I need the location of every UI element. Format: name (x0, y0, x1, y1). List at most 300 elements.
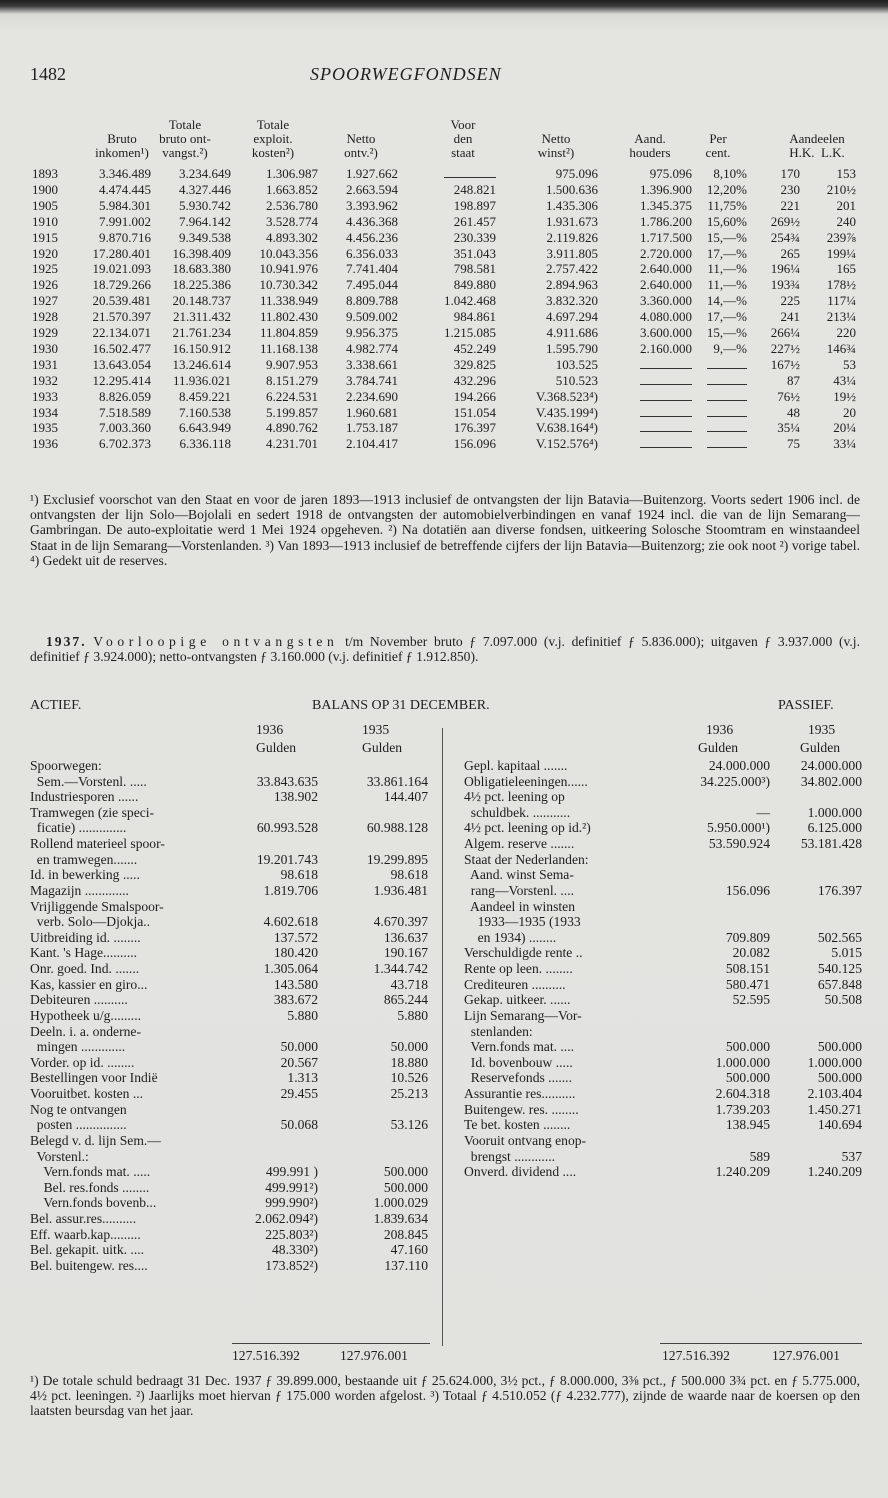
table-cell: 3.234.649 (179, 166, 231, 181)
left-item-label: Vern.fonds mat. ..... (30, 1164, 151, 1180)
table-cell: 351.043 (453, 245, 496, 261)
table-cell: 4.080.000 (640, 309, 692, 325)
left-item-value-1935: 208.845 (383, 1226, 428, 1242)
table-cell: 9.870.716 (99, 229, 151, 245)
right-item-value-1936: — (756, 804, 770, 820)
row-year: 1900 (32, 181, 58, 197)
table-cell: 11,—% (707, 261, 747, 277)
right-item-label: Obligatieleeningen...... (464, 773, 588, 789)
table-cell: V.638.164⁴) (535, 420, 598, 436)
left-item-label: Rollend materieel spoor- (30, 836, 165, 852)
table-cell: 18.225.386 (172, 277, 231, 293)
table-cell: 510.523 (555, 372, 598, 388)
table-row (0, 373, 888, 388)
table-cell: 16.502.477 (92, 340, 151, 356)
left-item-value-1935: 137.110 (384, 1257, 428, 1273)
table-cell: 20¼ (833, 420, 856, 436)
table-cell: 196¼ (770, 261, 800, 277)
right-item-value-1936: 1.240.209 (715, 1164, 770, 1180)
table-cell: 20 (843, 404, 856, 420)
table-cell: 7.741.404 (346, 261, 398, 277)
right-total-1935: 127.976.001 (772, 1348, 840, 1363)
table-cell: 239⅞ (826, 229, 856, 245)
left-item-value-1936: 499.991²) (265, 1179, 318, 1195)
table-cell: 33¼ (833, 436, 856, 452)
right-item-value-1935: 540.125 (817, 961, 862, 977)
left-unit-1935: Gulden (362, 740, 403, 755)
table-cell (707, 373, 747, 389)
left-item-value-1936: 225.803²) (265, 1226, 318, 1242)
right-item-value-1935: 2.103.404 (807, 1086, 862, 1102)
left-item-label: posten ............... (30, 1117, 127, 1133)
right-year-1936: 1936 (706, 722, 734, 737)
row-year: 1934 (32, 404, 58, 420)
table-cell: 4.982.774 (346, 340, 398, 356)
table-row (0, 420, 888, 435)
left-item-label: Uitbreiding id. ........ (30, 929, 141, 945)
column-header: Bruto inkomen¹) (95, 131, 149, 160)
table-cell: 151.054 (453, 404, 496, 420)
table-row (0, 277, 888, 292)
table-cell: 11,—% (707, 277, 747, 293)
table-cell: 43¼ (833, 372, 856, 388)
right-item-value-1936: 580.471 (725, 976, 770, 992)
right-item-value-1935: 537 (841, 1148, 862, 1164)
left-item-value-1936: 173.852²) (265, 1257, 318, 1273)
table-cell: 7.518.589 (99, 404, 151, 420)
table-row (0, 405, 888, 420)
table-cell (640, 420, 692, 436)
table-cell: 21.570.397 (92, 309, 151, 325)
left-total-1935: 127.976.001 (340, 1348, 408, 1363)
left-item-label: Debiteuren .......... (30, 992, 128, 1008)
table-cell: 7.964.142 (179, 213, 231, 229)
right-item-value-1936: 53.590.924 (708, 836, 770, 852)
table-cell: 220 (836, 325, 856, 340)
left-item-label: Belegd v. d. lijn Sem.— (30, 1132, 161, 1148)
table-row (0, 309, 888, 324)
right-item-value-1936: 52.595 (732, 992, 770, 1008)
table-cell: 48 (787, 404, 800, 420)
left-item-value-1935: 53.126 (390, 1117, 428, 1133)
left-item-value-1936: 98.618 (280, 867, 318, 883)
table-cell: 193¾ (770, 277, 800, 293)
left-item-value-1935: 98.618 (390, 867, 428, 883)
left-item-label: Sem.—Vorstenl. ..... (30, 773, 147, 789)
left-item-label: Spoorwegen: (30, 758, 102, 773)
table-cell: 7.003.360 (99, 420, 151, 436)
table-cell: 18.729.266 (92, 277, 151, 293)
table-cell: 8.826.059 (99, 388, 151, 404)
table-cell: 2.104.417 (346, 436, 398, 452)
table-cell: 76½ (777, 388, 800, 404)
row-year: 1910 (32, 213, 58, 229)
left-item-value-1935: 18.880 (390, 1054, 428, 1070)
paragraph-lead: Voorloopige ontvangsten (93, 634, 339, 649)
left-item-label: verb. Solo—Djokja.. (30, 914, 151, 930)
table-cell: 4.890.762 (266, 420, 318, 436)
right-item-value-1936: 589 (749, 1148, 770, 1164)
footnote-table: ¹) Exclusief voorschot van den Staat en voor de jaren 1893—1913 inclusief de ontvangsten der lijn Batavia—Buitenzorg. Voorts sedert 1906 incl. de ontvangsten der lijn Solo—Bojolali en sedert 1918 de ontvangsten der automobielverbindingen en vanaf 1924 incl. die van de lijn Semarang—Gambringan. De auto-exploitatie werd 1 Mei 1924 opgeheven. ²) Na dotatiën aan diverse fondsen, uitkeering Solosche Stoomtram en winstaandeel Staat in de lijn Semarang—Vorstenlanden. ³) Van 1893—1913 inclusief de betreffende cijfers der lijn Batavia—Buitenzorg; zie ook noot ²) vorige tabel. ⁴) Gedekt uit de reserves. (30, 492, 860, 568)
right-item-label: Assurantie res.......... (464, 1086, 576, 1102)
table-row (0, 214, 888, 229)
left-item-value-1936: 1.313 (287, 1070, 318, 1086)
table-cell: 10.730.342 (259, 277, 318, 293)
table-cell: 199¼ (826, 245, 856, 261)
table-cell: 11.804.859 (259, 325, 318, 340)
table-cell: 17,—% (706, 309, 747, 325)
table-row (0, 166, 888, 181)
left-item-value-1936: 48.330²) (272, 1242, 318, 1258)
left-item-value-1935: 19.299.895 (366, 851, 428, 867)
row-year: 1932 (32, 372, 58, 388)
table-cell: 2.234.690 (346, 388, 398, 404)
table-cell (640, 373, 692, 389)
right-year-1935: 1935 (808, 722, 836, 737)
row-year: 1933 (32, 388, 58, 404)
left-item-value-1936: 50.068 (280, 1117, 318, 1133)
passief-label: PASSIEF. (778, 698, 834, 713)
left-item-label: Kas, kassier en giro... (30, 976, 148, 992)
table-cell: 21.311.432 (172, 309, 231, 325)
table-cell: 1.042.468 (444, 293, 496, 309)
table-row (0, 325, 888, 340)
right-item-label: Buitengew. res. ........ (464, 1101, 579, 1117)
table-cell: 19.021.093 (92, 261, 151, 277)
table-cell: 2.119.826 (546, 229, 598, 245)
table-cell: 9.956.375 (346, 325, 398, 340)
column-header: Aand. houders (629, 131, 671, 160)
table-cell: 9,—% (713, 340, 747, 356)
table-cell: 230 (780, 181, 800, 197)
left-item-value-1935: 10.526 (390, 1070, 428, 1086)
row-year: 1926 (32, 277, 58, 293)
table-row (0, 341, 888, 356)
table-cell: 14,—% (706, 293, 747, 309)
table-row (0, 261, 888, 276)
left-item-label: Bel. res.fonds ........ (30, 1179, 150, 1195)
table-cell: 3.346.489 (99, 166, 151, 181)
table-cell: 156.096 (453, 436, 496, 452)
table-cell: 11.338.949 (259, 293, 318, 309)
left-item-label: Hypotheek u/g......... (30, 1007, 142, 1023)
table-cell: 329.825 (453, 356, 496, 372)
table-cell: 6.356.033 (346, 245, 398, 261)
right-item-value-1936: 709.809 (725, 929, 770, 945)
table-cell: 3.784.741 (346, 372, 398, 388)
table-cell: 1.927.662 (346, 166, 398, 181)
table-cell: 2.640.000 (640, 261, 692, 277)
row-year: 1928 (32, 309, 58, 325)
table-cell: 153 (836, 166, 856, 181)
table-cell (707, 420, 747, 436)
left-item-value-1935: 1.936.481 (373, 882, 428, 898)
left-item-label: Tramwegen (zie speci- (30, 804, 155, 820)
table-cell: 6.702.373 (99, 436, 151, 452)
table-cell: 1.215.085 (444, 325, 496, 340)
column-header: Aandeelen H.K. L.K. (789, 131, 845, 160)
table-cell: 3.393.962 (346, 197, 398, 213)
right-item-label: 1933—1935 (1933 (464, 914, 581, 930)
right-item-label: Onverd. dividend .... (464, 1164, 577, 1180)
table-cell: 4.231.701 (266, 436, 318, 452)
left-item-value-1936: 20.567 (280, 1054, 318, 1070)
table-cell: 178½ (826, 277, 856, 293)
table-cell: 3.528.774 (266, 213, 318, 229)
table-cell: 170 (780, 166, 800, 181)
table-cell: 798.581 (453, 261, 496, 277)
table-cell: 261.457 (453, 213, 496, 229)
table-cell: 269½ (770, 213, 800, 229)
table-cell: 4.456.236 (346, 229, 398, 245)
table-cell: 1.960.681 (346, 404, 398, 420)
right-item-label: Crediteuren .......... (464, 976, 566, 992)
table-row (0, 389, 888, 404)
right-item-label: Aand. winst Sema- (464, 867, 574, 883)
left-item-value-1936: 50.000 (280, 1039, 318, 1055)
table-cell: 4.893.302 (266, 229, 318, 245)
table-cell: 4.327.446 (179, 181, 231, 197)
table-cell: 20.539.481 (92, 293, 151, 309)
left-item-value-1935: 190.167 (383, 945, 428, 961)
table-cell (707, 405, 747, 421)
table-cell: 266¼ (770, 325, 800, 340)
right-item-value-1935: 6.125.000 (807, 820, 862, 836)
left-item-value-1936: 1.305.064 (263, 961, 318, 977)
table-cell: 8,10% (713, 166, 747, 181)
row-year: 1915 (32, 229, 58, 245)
table-cell: 18.683.380 (172, 261, 231, 277)
table-cell: 6.336.118 (179, 436, 231, 452)
table-cell: 1.931.673 (546, 213, 598, 229)
table-cell: 3.338.661 (346, 356, 398, 372)
left-year-1936: 1936 (256, 722, 284, 737)
table-cell: 8.151.279 (266, 372, 318, 388)
left-item-value-1935: 1.000.029 (373, 1195, 428, 1211)
right-item-value-1936: 20.082 (732, 945, 770, 961)
right-item-label: Rente op leen. ........ (464, 961, 573, 977)
row-year: 1927 (32, 293, 58, 309)
left-total-rule (232, 1343, 430, 1344)
table-row (0, 246, 888, 261)
table-row (0, 230, 888, 245)
table-cell: 75 (787, 436, 800, 452)
left-item-value-1935: 136.637 (383, 929, 428, 945)
left-item-label: Vrijliggende Smalspoor- (30, 898, 164, 914)
column-header: Totale exploit. kosten²) (251, 117, 295, 160)
right-item-label: Staat der Nederlanden: (464, 851, 589, 867)
left-item-label: Bel. gekapit. uitk. .... (30, 1242, 145, 1258)
column-header: Netto winst²) (537, 131, 575, 160)
right-item-value-1936: 1.000.000 (715, 1054, 770, 1070)
table-cell: 849.880 (453, 277, 496, 293)
table-cell: 9.509.002 (346, 309, 398, 325)
actief-label: ACTIEF. (30, 698, 82, 713)
table-cell: 194.266 (453, 388, 496, 404)
table-cell: 4.697.294 (546, 309, 598, 325)
right-item-value-1935: 140.694 (817, 1117, 862, 1133)
table-cell: 103.525 (555, 356, 598, 372)
right-item-value-1935: 657.848 (817, 976, 862, 992)
table-cell: 2.720.000 (640, 245, 692, 261)
table-cell: 1.717.500 (640, 229, 692, 245)
right-item-label: Verschuldigde rente .. (464, 945, 583, 961)
right-item-value-1935: 50.508 (824, 992, 862, 1008)
table-cell: 15,—% (706, 229, 747, 245)
table-cell: 17,—% (706, 245, 747, 261)
left-item-label: Bestellingen voor Indië (30, 1070, 158, 1086)
left-item-label: mingen ............. (30, 1039, 126, 1055)
right-item-value-1935: 53.181.428 (800, 836, 862, 852)
right-item-value-1936: 156.096 (725, 882, 770, 898)
left-item-value-1935: 33.861.164 (366, 773, 428, 789)
table-cell: 6.224.531 (266, 388, 318, 404)
left-item-value-1935: 144.407 (383, 789, 428, 805)
table-cell: 1.396.900 (640, 181, 692, 197)
table-cell: 20.148.737 (172, 293, 231, 309)
row-year: 1905 (32, 197, 58, 213)
table-cell: 225 (780, 293, 800, 309)
table-cell: 4.436.368 (346, 213, 398, 229)
table-cell: 2.757.422 (546, 261, 598, 277)
right-unit-1935: Gulden (800, 740, 841, 755)
column-header: Per cent. (705, 131, 731, 160)
table-cell: 6.643.949 (179, 420, 231, 436)
table-cell: 4.911.686 (546, 325, 598, 340)
column-header: Totale bruto ont- vangst.²) (159, 117, 211, 160)
table-cell (707, 389, 747, 405)
left-item-label: Nog te ontvangen (30, 1101, 127, 1117)
left-item-value-1936: 143.580 (273, 976, 318, 992)
table-cell: 15,—% (706, 325, 747, 340)
row-year: 1936 (32, 436, 58, 452)
right-item-label: en 1934) ........ (464, 929, 557, 945)
left-item-value-1935: 1.344.742 (373, 961, 428, 977)
table-cell: 13.643.054 (92, 356, 151, 372)
right-item-value-1936: 24.000.000 (708, 758, 770, 773)
row-year: 1930 (32, 340, 58, 356)
right-item-label: brengst ............ (464, 1148, 555, 1164)
table-cell (640, 357, 692, 373)
table-cell: 221 (780, 197, 800, 213)
left-item-label: Eff. waarb.kap......... (30, 1226, 141, 1242)
paragraph-text: t/m November bruto ƒ 7.097.000 (v.j. definitief ƒ 5.836.000); uitgaven ƒ 3.937.000 (v.j. definitief ƒ 3.924.000); netto-ontvangsten ƒ 3.160.000 (v.j. definitief ƒ 1.912.850). (30, 634, 860, 665)
table-cell: 11.168.138 (259, 340, 318, 356)
left-item-value-1936: 499.991 ) (265, 1164, 318, 1180)
left-item-label: Industriesporen ...... (30, 789, 139, 805)
table-cell: 1.345.375 (640, 197, 692, 213)
table-row (0, 198, 888, 213)
row-year: 1893 (32, 166, 58, 181)
right-item-label: Algem. reserve ....... (464, 836, 575, 852)
right-item-label: 4½ pct. leening op (464, 789, 565, 805)
column-header: Netto ontv.²) (344, 131, 378, 160)
table-row (0, 293, 888, 308)
right-item-value-1935: 1.240.209 (807, 1164, 862, 1180)
left-item-label: en tramwegen....... (30, 851, 138, 867)
table-cell: 8.809.788 (346, 293, 398, 309)
table-cell: 3.911.805 (546, 245, 598, 261)
right-item-value-1936: 1.739.203 (715, 1101, 770, 1117)
table-cell: 230.339 (453, 229, 496, 245)
left-item-value-1936: 29.455 (280, 1086, 318, 1102)
right-unit-1936: Gulden (698, 740, 739, 755)
table-cell: 176.397 (453, 420, 496, 436)
right-item-value-1936: 508.151 (725, 961, 770, 977)
right-item-value-1936: 34.225.000³) (700, 773, 770, 789)
left-item-value-1935: 60.988.128 (366, 820, 428, 836)
left-item-value-1936: 383.672 (273, 992, 318, 1008)
table-cell: 241 (780, 309, 800, 325)
table-cell: 210½ (826, 181, 856, 197)
row-year: 1929 (32, 325, 58, 340)
table-cell: 146¾ (826, 340, 856, 356)
right-item-label: rang—Vorstenl. .... (464, 882, 574, 898)
table-cell: 117¼ (827, 293, 856, 309)
table-cell: V.435.199⁴) (535, 404, 598, 420)
left-item-label: Bel. buitengew. res.... (30, 1257, 148, 1273)
table-cell: 1.663.852 (266, 181, 318, 197)
left-item-value-1936: 4.602.618 (263, 914, 318, 930)
left-item-value-1936: 1.819.706 (263, 882, 318, 898)
left-year-1935: 1935 (362, 722, 390, 737)
right-total-rule (660, 1343, 862, 1344)
right-item-value-1935: 500.000 (817, 1039, 862, 1055)
right-item-value-1936: 138.945 (725, 1117, 770, 1133)
table-cell: 5.199.857 (266, 404, 318, 420)
right-item-value-1935: 176.397 (817, 882, 862, 898)
right-item-value-1935: 34.802.000 (800, 773, 862, 789)
table-cell: 12,20% (706, 181, 747, 197)
table-cell: 1.753.187 (346, 420, 398, 436)
left-item-value-1935: 1.839.634 (373, 1210, 428, 1226)
table-cell (640, 389, 692, 405)
table-cell: 1.595.790 (546, 340, 598, 356)
table-cell: 16.150.912 (172, 340, 231, 356)
table-cell: 87 (787, 372, 800, 388)
footnote-balance: ¹) De totale schuld bedraagt 31 Dec. 1937 ƒ 39.899.000, bestaande uit ƒ 25.624.000, 3½ pct., ƒ 8.000.000, 3⅜ pct., ƒ 500.000 3¾ pct. en ƒ 5.775.000, 4½ pct. leeningen. ²) Jaarlijks moet hiervan ƒ 175.000 worden afgelost. ³) Totaal ƒ 4.510.052 (ƒ 4.232.777), zijnde de waarde naar de koersen op den laatsten beursdag van het jaar. (30, 1373, 860, 1419)
table-cell: 11,75% (707, 197, 747, 213)
right-total-1936: 127.516.392 (662, 1348, 730, 1363)
table-cell: 35¼ (777, 420, 800, 436)
left-item-value-1936: 2.062.094²) (255, 1210, 318, 1226)
right-item-value-1935: 5.015 (831, 945, 862, 961)
table-cell: 11.802.430 (259, 309, 318, 325)
right-item-label: Id. bovenbouw ..... (464, 1054, 573, 1070)
left-item-label: Vorstenl.: (30, 1148, 89, 1164)
table-cell: 13.246.614 (172, 356, 231, 372)
right-item-label: Vooruit ontvang enop- (464, 1132, 587, 1148)
table-row (0, 436, 888, 451)
table-cell: 21.761.234 (172, 325, 231, 340)
table-cell: 8.459.221 (179, 388, 231, 404)
page-number: 1482 (30, 64, 66, 84)
table-cell: 4.474.445 (99, 181, 151, 197)
table-cell: 17.280.401 (92, 245, 151, 261)
table-cell: 1.435.306 (546, 197, 598, 213)
left-item-value-1935: 500.000 (383, 1179, 428, 1195)
left-item-label: Vern.fonds bovenb... (30, 1195, 157, 1211)
right-item-label: Vern.fonds mat. .... (464, 1039, 574, 1055)
table-cell: 227½ (770, 340, 800, 356)
left-item-value-1936: 137.572 (273, 929, 318, 945)
row-year: 1925 (32, 261, 58, 277)
left-item-value-1936: 60.993.528 (256, 820, 318, 836)
left-item-value-1935: 500.000 (383, 1164, 428, 1180)
left-item-value-1936: 19.201.743 (256, 851, 318, 867)
table-cell: 5.984.301 (99, 197, 151, 213)
table-cell: 15,60% (706, 213, 747, 229)
